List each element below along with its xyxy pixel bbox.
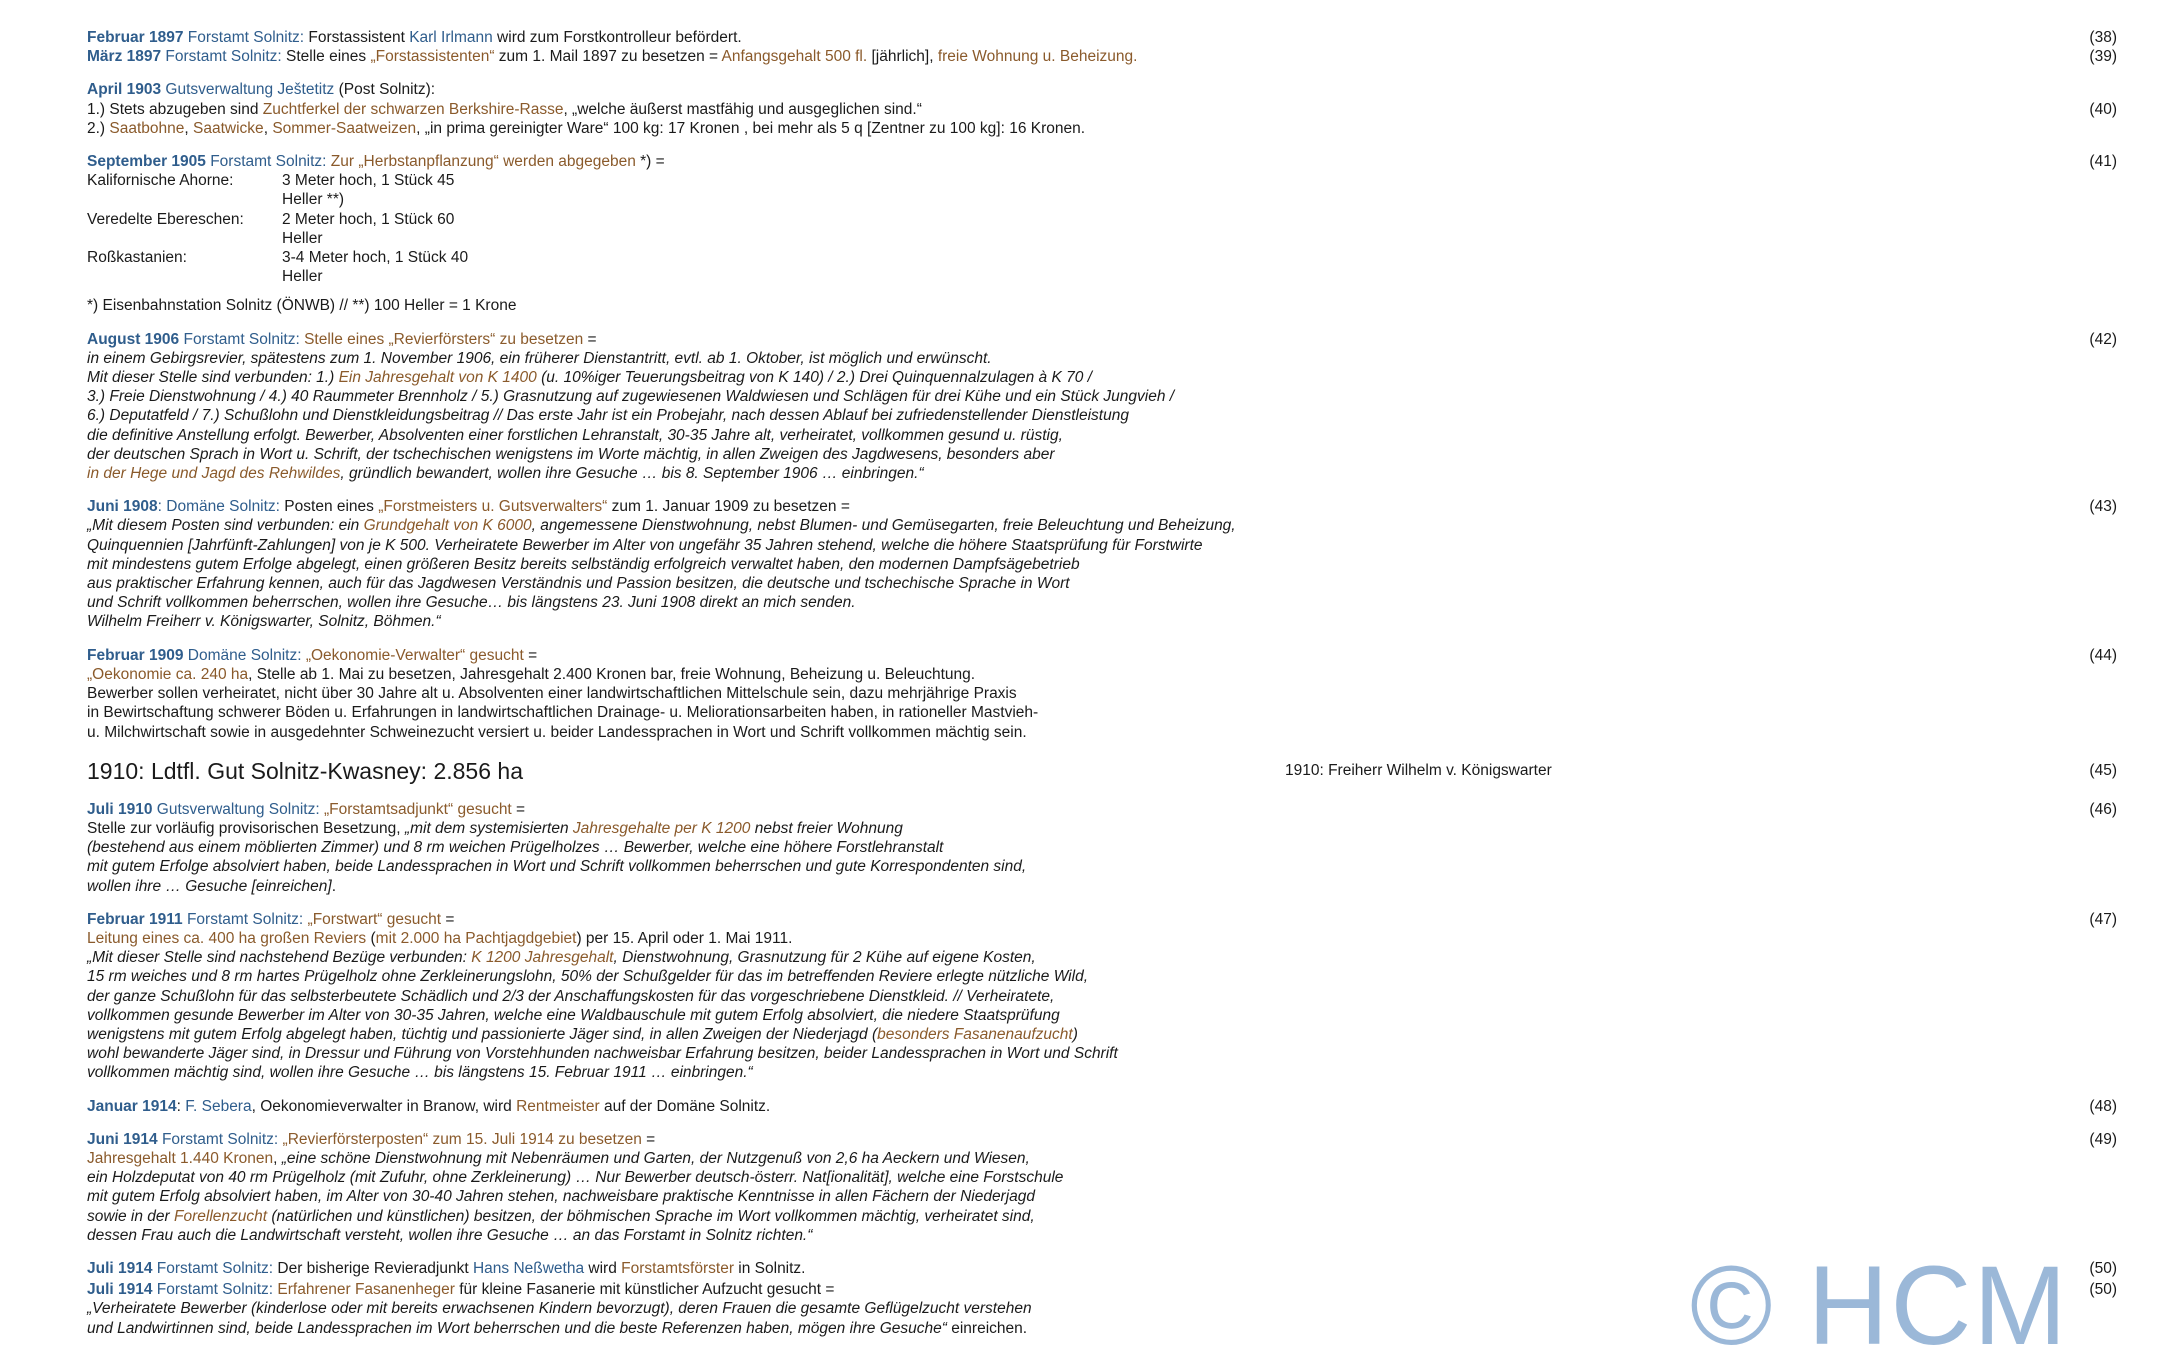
text-segment: (Post Solnitz): <box>334 81 436 99</box>
text-segment: „Forstassistenten“ <box>370 48 495 66</box>
text-segment: Karl Irlmann <box>409 29 493 46</box>
text-segment: freie Wohnung u. Beheizung. <box>937 48 1138 66</box>
text-segment: der deutschen Sprach in Wort u. Schrift, der tschechischen wenigstens im Worte mächtig, in allen Zweigen des Jagdwesens, besonders aber <box>87 445 1055 463</box>
text-segment: Stelle eines „Revierförsters“ zu besetzen <box>299 330 584 348</box>
entry-text-line <box>87 665 2117 684</box>
entry-text-line <box>87 857 2117 876</box>
table-price: 2 Meter hoch, 1 Stück 60 Heller <box>282 210 455 247</box>
text-segment: K 1200 Jahresgehalt <box>471 949 614 967</box>
text-segment: Januar 1914 <box>87 1097 177 1115</box>
entry-text-line <box>87 612 2117 631</box>
entry-text-line <box>87 819 2117 838</box>
entry-text-line <box>87 948 2117 967</box>
entry-text-line <box>87 1063 2117 1082</box>
text-segment: wenigstens mit gutem Erfolg abgelegt haben, tüchtig und passionierte Jäger sind, in allen Zweigen der Niederjagd ( <box>87 1025 878 1043</box>
text-segment: , „in prima gereinigter Ware“ 100 kg: 17 Kronen , bei mehr als 5 q [Zentner zu 100 kg]: 16 Kronen. <box>416 119 1086 137</box>
text-segment: 15 rm weiches und 8 rm hartes Prügelholz ohne Zerkleinerungslohn, 50% der Schußgelder für das im betreffenden Reviere erlegte nützliche Wild, <box>87 968 1088 986</box>
entry-text-line <box>87 1025 2117 1044</box>
text-segment: (bestehend aus einem möblierten Zimmer) und 8 rm weichen Prügelholzes … Bewerber, welche eine höhere Forstlehranstalt <box>87 839 944 857</box>
text-segment: , <box>263 119 273 137</box>
text-segment: , Oekonomieverwalter in Branow, wird <box>251 1097 517 1115</box>
reference-number: (38) <box>2089 29 2117 46</box>
text-segment: ) per 15. April oder 1. Mai 1911. <box>576 929 793 947</box>
document-body <box>87 28 2117 1352</box>
entry-header-line <box>87 1130 2117 1149</box>
entry-header-line <box>87 100 2117 119</box>
entry-text-line <box>87 536 2117 555</box>
text-segment: Juli 1914 <box>87 1259 153 1277</box>
entry-text-line <box>87 1149 2117 1168</box>
text-segment: = <box>583 330 597 348</box>
text-segment: , angemessene Dienstwohnung, nebst Blumen- und Gemüsegarten, freie Beleuchtung und Beheizung, <box>531 517 1236 535</box>
text-segment: : <box>176 1097 186 1115</box>
text-segment: Zuchtferkel der schwarzen Berkshire-Rasse <box>262 100 564 118</box>
footnote: *) Eisenbahnstation Solnitz (ÖNWB) // **) 100 Heller = 1 Krone <box>87 297 517 315</box>
text-segment: in Solnitz. <box>733 1259 806 1277</box>
text-segment: Der bisherige Revieradjunkt <box>273 1259 473 1277</box>
entry <box>87 330 2117 484</box>
text-segment: Zur „Herbstanpflanzung“ werden abgegeben <box>326 153 636 171</box>
text-segment: = <box>523 646 538 664</box>
text-segment: *) = <box>635 153 665 171</box>
text-segment: der ganze Schußlohn für das selbsterbeutete Schädlich und 2/3 der Anschaffungskosten für das vorgeschriebene Dienstkleid. // Verheiratete, <box>87 987 1055 1005</box>
entry-text-line <box>87 877 2117 896</box>
entry-text-line <box>87 119 2117 138</box>
text-segment: Saatbohne <box>109 119 185 137</box>
text-segment: Forstassistent <box>304 29 410 46</box>
section-heading: 1910: Ldtfl. Gut Solnitz-Kwasney: 2.856 ha <box>87 757 523 784</box>
text-segment: Quinquennien [Jahrfünft-Zahlungen] von je K 500. Verheiratete Bewerber im Alter von ungefähr 35 Jahren stehend, welche die höhere Staatsprüfung für Forstwirte <box>87 536 1203 554</box>
text-segment: Grundgehalt von K 6000 <box>363 517 532 535</box>
table-item: Veredelte Ebereschen: <box>87 210 244 228</box>
text-segment: und Landwirtinnen sind, beide Landessprachen im Wort beherrschen und die beste Referenzen haben, mögen ihre Gesuche“ <box>87 1319 947 1337</box>
text-segment: Bewerber sollen verheiratet, nicht über 30 Jahre alt u. Absolventen einer landwirtschaftlichen Mittelschule sein, dazu mehrjährige Praxis <box>87 685 1017 703</box>
entry-text-line <box>87 1044 2117 1063</box>
entry-header-line <box>87 800 2117 819</box>
entry-text-line <box>87 593 2117 612</box>
text-segment: „Forstmeisters u. Gutsverwalters“ <box>378 498 608 516</box>
entry <box>87 152 2117 316</box>
text-segment: = <box>441 910 455 928</box>
text-segment: einreichen. <box>946 1319 1028 1337</box>
text-segment: Mit dieser Stelle sind verbunden: 1.) <box>87 369 339 387</box>
text-segment: wird <box>584 1259 622 1277</box>
text-segment: Forstamtsförster <box>621 1259 734 1277</box>
entry-text-line <box>87 1207 2117 1226</box>
text-segment: Jahresgehalte per K 1200 <box>572 819 751 837</box>
text-segment: Erfahrener Fasanenheger <box>273 1281 455 1299</box>
text-segment: (u. 10%iger Teuerungsbeitrag von K 140) / 2.) Drei Quinquennalzulagen à K 70 / <box>536 369 1092 387</box>
section-1910 <box>87 756 2117 786</box>
text-segment: auf der Domäne Solnitz. <box>599 1097 771 1115</box>
text-segment: für kleine Fasanerie mit künstlicher Aufzucht gesucht = <box>454 1281 835 1299</box>
text-segment: Gutsverwaltung Ještetitz <box>161 81 335 99</box>
table-item: Kalifornische Ahorne: <box>87 172 234 190</box>
text-segment: vollkommen mächtig sind, wollen ihre Gesuche … bis längstens 15. Februar 1911 … einbringen.“ <box>87 1064 753 1082</box>
text-segment: „eine schöne Dienstwohnung mit Nebenräumen und Garten, der Nutzgenuß von 2,6 ha Aeckern und Wiesen, <box>281 1149 1030 1167</box>
entry-header-line <box>87 47 2117 66</box>
entry-text-line <box>87 1168 2117 1187</box>
text-segment: Anfangsgehalt 500 fl. <box>721 48 868 66</box>
reference-number: (44) <box>2089 646 2117 664</box>
text-segment: Juni 1908 <box>87 498 158 516</box>
text-segment: „Revierförsterposten“ zum 15. Juli 1914 zu besetzen <box>278 1130 642 1148</box>
entry-text-line <box>87 684 2117 703</box>
text-segment: Forstamt Solnitz: <box>152 1259 274 1277</box>
text-segment: = <box>641 1130 656 1148</box>
text-segment: in der Hege und Jagd des Rehwildes <box>87 465 341 483</box>
reference-number: (42) <box>2089 330 2117 348</box>
entry <box>87 646 2117 742</box>
text-segment: September 1905 <box>87 153 206 171</box>
text-segment: „Forstwart“ gesucht <box>303 910 442 928</box>
text-segment: zum 1. Mail 1897 zu besetzen = <box>494 48 722 66</box>
table-item: Roßkastanien: <box>87 249 187 267</box>
entry-text-line <box>87 929 2117 948</box>
reference-number: (50) <box>2089 1259 2117 1277</box>
text-segment: (natürlichen und künstlichen) besitzen, der böhmischen Sprache im Wort vollkommen mächtig, verheiratet sind, <box>267 1207 1035 1225</box>
section-owner: 1910: Freiherr Wilhelm v. Königswarter <box>1285 761 1552 779</box>
table-price: 3-4 Meter hoch, 1 Stück 40 Heller <box>282 249 469 286</box>
text-segment: Forstamt Solnitz: <box>157 1130 279 1148</box>
entry-text-line <box>87 464 2117 483</box>
text-segment: [jährlich], <box>867 48 938 66</box>
text-segment: wird zum Forstkontrolleur befördert. <box>492 29 742 46</box>
section-ref: (45) <box>2089 761 2117 779</box>
text-segment: Gutsverwaltung Solnitz: <box>152 800 320 818</box>
entry <box>87 1130 2117 1245</box>
entry <box>87 80 2117 99</box>
text-segment: ) <box>1072 1025 1078 1043</box>
text-segment: . <box>331 877 336 895</box>
text-segment: Jahresgehalt 1.440 Kronen <box>87 1149 274 1167</box>
text-segment: Forstamt Solnitz: <box>205 153 327 171</box>
text-segment: ( <box>366 929 376 947</box>
entry-header-line <box>87 1097 2117 1116</box>
text-segment: August 1906 <box>87 330 180 348</box>
text-segment: Forstamt Solnitz: <box>179 330 300 348</box>
reference-number: (41) <box>2089 153 2117 171</box>
reference-number: (47) <box>2089 910 2117 928</box>
text-segment: , gründlich bewandert, wollen ihre Gesuche … bis 8. September 1906 … einbringen.“ <box>340 465 924 483</box>
text-segment: Februar 1911 <box>87 910 183 928</box>
entry-text-line <box>87 445 2117 464</box>
text-segment: April 1903 <box>87 81 162 99</box>
text-segment: ein Holzdeputat von 40 rm Prügelholz (mit Zufuhr, ohne Zerkleinerung) … Nur Bewerber deutsch-österr. Nat[ionalität], welche eine Forstschule <box>87 1169 1064 1187</box>
text-segment: in einem Gebirgsrevier, spätestens zum 1. November 1906, ein früherer Dienstantritt, evtl. ab 1. Oktober, ist möglich und erwünscht. <box>87 349 992 367</box>
entry <box>87 28 2117 47</box>
entry-header-line <box>87 28 2117 47</box>
text-segment: „Mit dieser Stelle sind nachstehend Bezüge verbunden: <box>87 949 472 967</box>
text-segment: März 1897 <box>87 48 162 66</box>
text-segment: , „welche äußerst mastfähig und ausgeglichen sind.“ <box>563 100 922 118</box>
entry-text-line <box>87 703 2117 722</box>
entry-text-line <box>87 426 2117 445</box>
text-segment: Ein Jahresgehalt von K 1400 <box>338 369 537 387</box>
entry <box>87 47 2117 66</box>
text-segment: sowie in der <box>87 1207 175 1225</box>
text-segment: mit gutem Erfolge absolviert haben, beide Landessprachen in Wort und Schrift vollkommen beherrschen und gute Korrespondenten sind, <box>87 858 1027 876</box>
text-segment: in Bewirtschaftung schwerer Böden u. Erfahrungen in landwirtschaftlichen Drainage- u. Meliorationsarbeiten haben, in rationeller Mastvieh- <box>87 704 1039 722</box>
text-segment: „Mit diesem Posten sind verbunden: ein <box>87 517 364 535</box>
text-segment: Juli 1910 <box>87 800 153 818</box>
text-segment: 1.) Stets abzugeben sind <box>87 100 263 118</box>
reference-number: (48) <box>2089 1097 2117 1115</box>
text-segment: Posten eines <box>280 498 379 516</box>
text-segment: Februar 1909 <box>87 646 184 664</box>
text-segment: Rentmeister <box>516 1097 600 1115</box>
entry-text-line <box>87 1187 2117 1206</box>
entries-before-1910 <box>87 28 2117 742</box>
text-segment: 6.) Deputatfeld / 7.) Schußlohn und Dienstkleidungsbeitrag // Das erste Jahr ist ein Probejahr, nach dessen Ablauf bei zufriedenstellender Dienstleistung <box>87 407 1129 425</box>
text-segment: „mit dem systemisierten <box>404 819 573 837</box>
text-segment: dessen Frau auch die Landwirtschaft versteht, wollen ihre Gesuche … an das Forstamt in Solnitz richten.“ <box>87 1226 813 1244</box>
text-segment: Juni 1914 <box>87 1130 158 1148</box>
text-segment: Forstamt Solnitz: <box>183 29 305 46</box>
reference-number: (39) <box>2089 48 2117 66</box>
text-segment: Forstamt Solnitz: <box>161 48 282 66</box>
text-segment: „Oekonomie-Verwalter“ gesucht <box>301 646 524 664</box>
entry <box>87 1097 2117 1116</box>
text-segment: vollkommen gesunde Bewerber im Alter von 30-35 Jahren, welche eine Waldbauschule mit gutem Erfolg absolviert, die niedere Staatsprüfung <box>87 1006 1060 1024</box>
entry-text-line <box>87 349 2117 368</box>
text-segment: „Verheiratete Bewerber (kinderlose oder mit bereits erwachsenen Kindern bevorzugt), deren Frauen die gesamte Geflügelzucht verstehen <box>87 1300 1032 1318</box>
text-segment: zum 1. Januar 1909 zu besetzen = <box>607 498 850 516</box>
entry-text-line <box>87 723 2117 742</box>
entry-header-line <box>87 152 2117 171</box>
text-segment: „Forstamtsadjunkt“ gesucht <box>319 800 512 818</box>
text-segment: u. Milchwirtschaft sowie in ausgedehnter Schweinezucht versiert u. beider Landessprachen in Wort und Schrift vollkommen mächtig sein. <box>87 723 1027 741</box>
entry-text-line <box>87 574 2117 593</box>
text-segment: , Dienstwohnung, Grasnutzung für 2 Kühe auf eigene Kosten, <box>613 949 1036 967</box>
text-segment: , <box>273 1149 282 1167</box>
text-segment: Wilhelm Freiherr v. Königswarter, Solnitz, Böhmen.“ <box>87 613 441 631</box>
text-segment: : Domäne Solnitz: <box>157 498 280 516</box>
text-segment: , Stelle ab 1. Mai zu besetzen, Jahresgehalt 2.400 Kronen bar, freie Wohnung, Beheizung u. Beleuchtung. <box>248 665 976 683</box>
entry-text-line <box>87 516 2117 535</box>
text-segment: aus praktischer Erfahrung kennen, auch für das Jagdwesen Verständnis und Passion besitzen, die deutsche und tschechische Sprache in Wort <box>87 575 1070 593</box>
table-price: 3 Meter hoch, 1 Stück 45 Heller **) <box>282 172 455 209</box>
entry-text-line <box>87 967 2117 986</box>
entry-header-line <box>87 497 2117 516</box>
entry <box>87 800 2117 896</box>
entry-text-line <box>87 987 2117 1006</box>
text-segment: mit mindestens gutem Erfolge abgelegt, einen größeren Besitz bereits selbständig erfolgreich verwaltet haben, den modernen Dampfsägebetrieb <box>87 555 1080 573</box>
entry-header-line <box>87 910 2117 929</box>
entry <box>87 497 2117 631</box>
text-segment: Domäne Solnitz: <box>183 646 302 664</box>
copyright-watermark: © HCM <box>1690 1243 2069 1368</box>
entry-text-line <box>87 838 2117 857</box>
entry-header-line <box>87 330 2117 349</box>
text-segment: mit gutem Erfolg absolviert haben, im Alter von 30-40 Jahren stehen, nachweisbare praktische Kenntnisse in allen Fächern der Niederjagd <box>87 1188 1036 1206</box>
text-segment: Hans Neßwetha <box>472 1259 585 1277</box>
entry-header-line <box>87 80 2117 99</box>
reference-number: (40) <box>2089 100 2117 118</box>
entry-text-line <box>87 555 2117 574</box>
text-segment: „Oekonomie ca. 240 ha <box>87 665 249 683</box>
text-segment: 2.) <box>87 119 110 137</box>
text-segment: Forstamt Solnitz: <box>182 910 304 928</box>
entry-text-line <box>87 368 2117 387</box>
entry-text-line <box>87 387 2117 406</box>
text-segment: Stelle eines <box>281 48 371 66</box>
text-segment: nebst freier Wohnung <box>750 819 903 837</box>
text-segment: F. Sebera <box>185 1097 252 1115</box>
text-segment: = <box>511 800 526 818</box>
reference-number: (50) <box>2089 1281 2117 1299</box>
text-segment: wohl bewanderte Jäger sind, in Dressur und Führung von Vorstehhunden nachweisbar Erfahrung besitzen, beider Landessprachen in Wort und Schrift <box>87 1045 1118 1063</box>
text-segment: wollen ihre … Gesuche [einreichen] <box>87 877 332 895</box>
entry-text-line <box>87 1006 2117 1025</box>
text-segment: 3.) Freie Dienstwohnung / 4.) 40 Raummeter Brennholz / 5.) Grasnutzung auf zugewiesenen Waldwiesen und Schlägen für drei Kühe und ein Stück Jungvieh / <box>87 388 1175 406</box>
text-segment: Juli 1914 <box>87 1281 153 1299</box>
entry <box>87 100 2117 138</box>
price-table <box>87 171 2117 286</box>
text-segment: , <box>184 119 194 137</box>
reference-number: (43) <box>2089 498 2117 516</box>
text-segment: Stelle zur vorläufig provisorischen Besetzung, <box>87 819 405 837</box>
text-segment: Sommer-Saatweizen <box>272 119 417 137</box>
text-segment: Saatwicke <box>193 119 264 137</box>
text-segment: Leitung eines ca. 400 ha großen Reviers <box>87 929 367 947</box>
entry-text-line <box>87 406 2117 425</box>
text-segment: Forellenzucht <box>174 1207 268 1225</box>
text-segment: Februar 1897 <box>87 29 184 46</box>
entry <box>87 910 2117 1083</box>
text-segment: mit 2.000 ha Pachtjagdgebiet <box>375 929 577 947</box>
entry-header-line <box>87 646 2117 665</box>
text-segment: besonders Fasanenaufzucht <box>877 1025 1073 1043</box>
reference-number: (46) <box>2089 800 2117 818</box>
text-segment: und Schrift vollkommen beherrschen, wollen ihre Gesuche… bis längstens 23. Juni 1908 direkt an mich senden. <box>87 594 856 612</box>
text-segment: Forstamt Solnitz: <box>152 1281 274 1299</box>
text-segment: die definitive Anstellung erfolgt. Bewerber, Absolventen einer forstlichen Lehranstalt, 30-35 Jahre alt, verheiratet, vollkommen gesund u. rüstig, <box>87 426 1063 444</box>
reference-number: (49) <box>2089 1130 2117 1148</box>
